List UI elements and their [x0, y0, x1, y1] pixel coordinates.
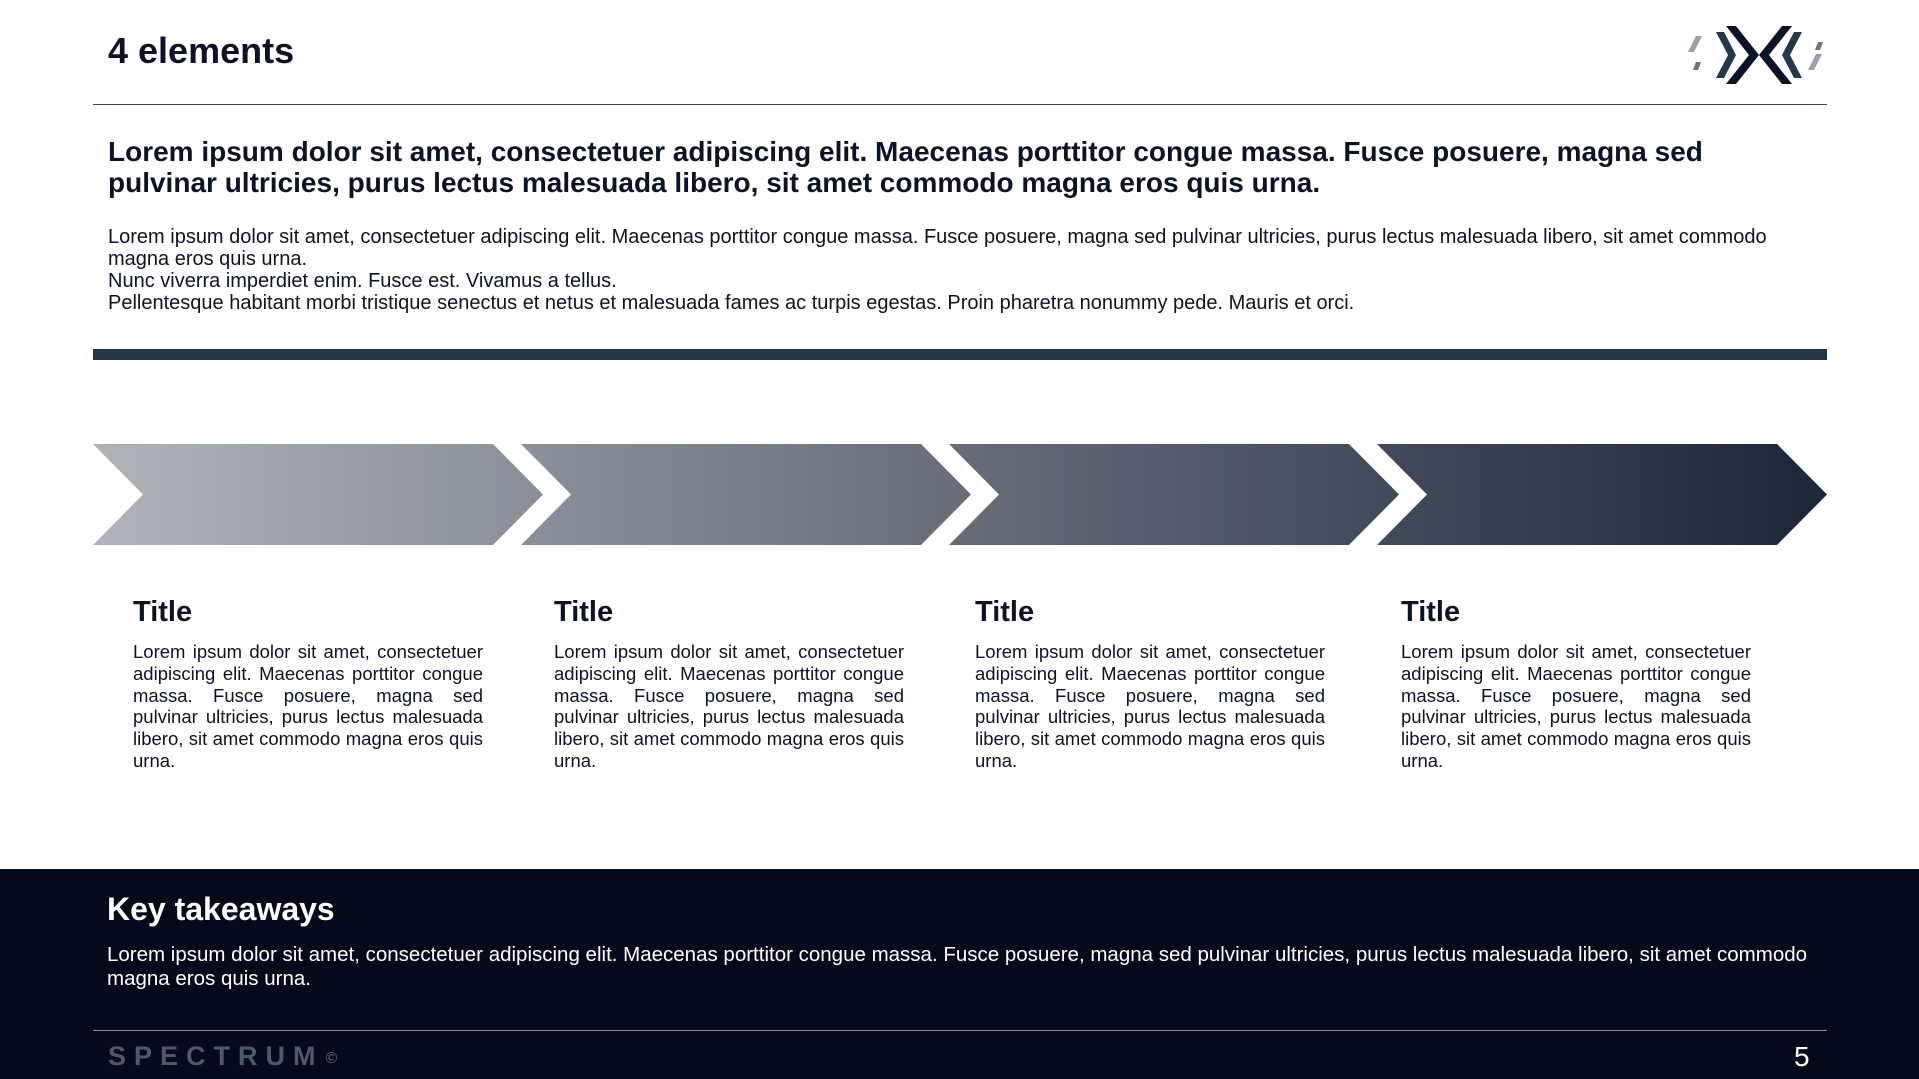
process-arrow-2 — [521, 444, 971, 545]
key-takeaways-panel — [0, 869, 1919, 1079]
step-title: Title — [975, 596, 1035, 628]
step-description: Lorem ipsum dolor sit amet, consectetuer adipiscing elit. Maecenas porttitor congue massa. Fusce posuere, magna sed pulvinar ultricies, purus lectus malesuada libero, sit amet commodo magna eros quis urna. — [975, 641, 1325, 771]
step-title: Title — [554, 596, 614, 628]
key-takeaways-title: Key takeaways — [107, 891, 335, 927]
brand-name: SPECTRUM — [108, 1041, 324, 1071]
intro-paragraph: Pellentesque habitant morbi tristique senectus et netus et malesuada fames ac turpis egestas. Proin pharetra nonummy pede. Mauris et orci. — [108, 292, 1355, 314]
step-title: Title — [133, 596, 193, 628]
step-description: Lorem ipsum dolor sit amet, consectetuer adipiscing elit. Maecenas porttitor congue massa. Fusce posuere, magna sed pulvinar ultricies, purus lectus malesuada libero, sit amet commodo magna eros quis urna. — [133, 641, 483, 771]
process-step-4 — [1401, 596, 1751, 772]
key-takeaways-text: Lorem ipsum dolor sit amet, consectetuer adipiscing elit. Maecenas porttitor congue massa. Fusce posuere, magna sed pulvinar ultricies, purus lectus malesuada libero, sit amet commodo magna eros quis urna. — [107, 943, 1808, 990]
intro-paragraph: Lorem ipsum dolor sit amet, consectetuer adipiscing elit. Maecenas porttitor congue massa. Fusce posuere, magna sed pulvinar ultricies, purus lectus malesuada libero, sit amet commodo magna eros quis urna. — [108, 226, 1767, 270]
lead-statement: Lorem ipsum dolor sit amet, consectetuer adipiscing elit. Maecenas porttitor congue massa. Fusce posuere, magna sed pulvinar ultricies, purus lectus malesuada libero, sit amet commodo magna eros quis urna. — [108, 136, 1703, 198]
process-step-1 — [133, 596, 483, 772]
copyright-mark: © — [325, 1050, 338, 1067]
header-divider — [93, 104, 1827, 105]
spectrum-logo-icon — [1686, 22, 1832, 88]
footer-divider — [93, 1030, 1827, 1031]
process-step-3 — [975, 596, 1325, 772]
process-step-2 — [554, 596, 904, 772]
step-description: Lorem ipsum dolor sit amet, consectetuer adipiscing elit. Maecenas porttitor congue massa. Fusce posuere, magna sed pulvinar ultricies, purus lectus malesuada libero, sit amet commodo magna eros quis urna. — [554, 641, 904, 771]
process-arrow-3 — [949, 444, 1399, 545]
brand-wordmark — [108, 1041, 337, 1072]
page-number: 5 — [1794, 1041, 1810, 1072]
step-description: Lorem ipsum dolor sit amet, consectetuer adipiscing elit. Maecenas porttitor congue massa. Fusce posuere, magna sed pulvinar ultricies, purus lectus malesuada libero, sit amet commodo magna eros quis urna. — [1401, 641, 1751, 771]
intro-paragraph: Nunc viverra imperdiet enim. Fusce est. Vivamus a tellus. — [108, 270, 617, 292]
section-divider — [93, 349, 1827, 360]
slide-title: 4 elements — [108, 30, 295, 71]
intro-body — [108, 226, 1818, 314]
process-arrow-1 — [93, 444, 543, 545]
process-arrows — [93, 444, 1827, 545]
step-title: Title — [1401, 596, 1461, 628]
process-arrow-4 — [1377, 444, 1827, 545]
